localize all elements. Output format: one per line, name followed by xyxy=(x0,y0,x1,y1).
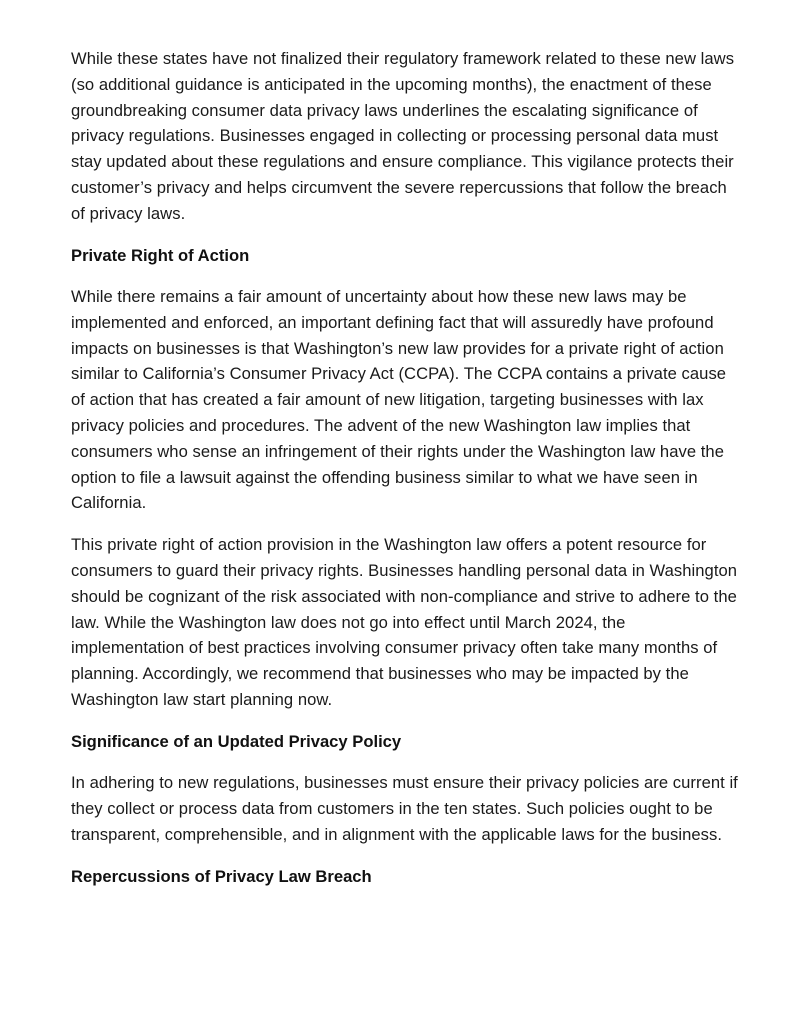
paragraph-privacy-policy-adherence: In adhering to new regulations, businesses must ensure their privacy policies are current if they collect or process data from customers in the ten states. Such policies ought to be transparent, comprehensible, and in alignment with the applicable laws for the business. xyxy=(71,773,738,844)
document-body xyxy=(71,46,741,889)
heading-private-right-of-action: Private Right of Action xyxy=(71,245,250,265)
paragraph-regulatory-framework: While these states have not finalized their regulatory framework related to these new laws (so additional guidance is anticipated in the upcoming months), the enactment of these groundbreaking consumer data privacy laws underlines the escalating significance of privacy regulations. Businesses engaged in collecting or processing personal data must stay updated about these regulations and ensure compliance. This vigilance protects their customer’s privacy and helps circumvent the severe repercussions that follow the breach of privacy laws. xyxy=(71,49,735,223)
heading-privacy-law-breach: Repercussions of Privacy Law Breach xyxy=(71,866,372,886)
heading-updated-privacy-policy: Significance of an Updated Privacy Policy xyxy=(71,731,402,751)
paragraph-private-right-uncertainty: While there remains a fair amount of uncertainty about how these new laws may be implemented and enforced, an important defining fact that will assuredly have profound impacts on businesses is that Washington’s new law provides for a private right of action similar to California’s Consumer Privacy Act (CCPA). The CCPA contains a private cause of action that has created a fair amount of new litigation, targeting businesses with lax privacy policies and procedures. The advent of the new Washington law implies that consumers who sense an infringement of their rights under the Washington law have the option to file a lawsuit against the offending business similar to what we have seen in California. xyxy=(71,286,727,513)
paragraph-private-right-provision: This private right of action provision in the Washington law offers a potent resource for consumers to guard their privacy rights. Businesses handling personal data in Washington should be cognizant of the risk associated with non-compliance and strive to adhere to the law. While the Washington law does not go into effect until March 2024, the implementation of best practices involving consumer privacy often take many months of planning. Accordingly, we recommend that businesses who may be impacted by the Washington law start planning now. xyxy=(71,535,738,709)
